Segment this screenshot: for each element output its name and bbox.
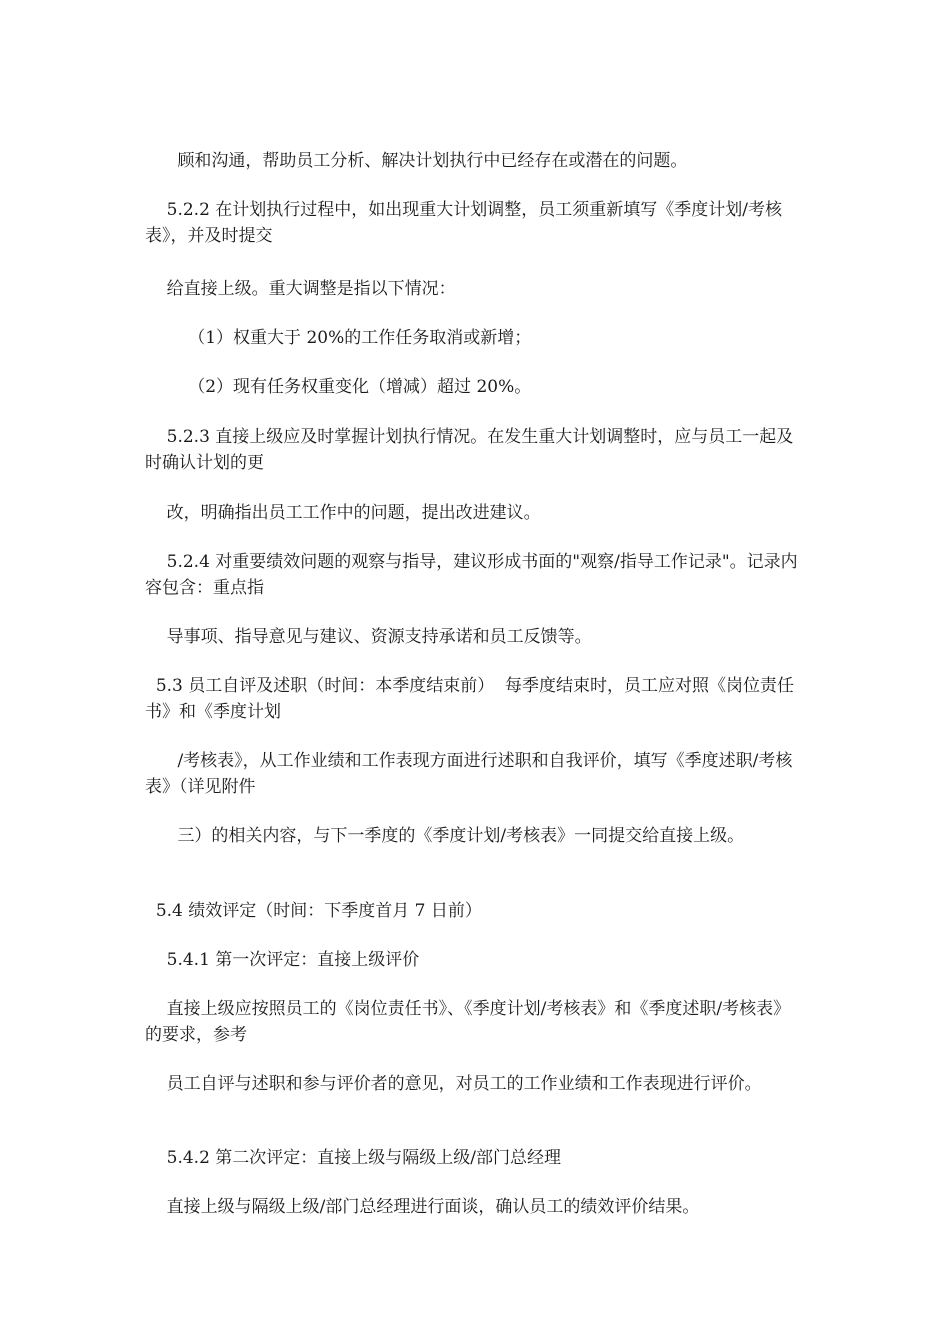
paragraph-5: （2）现有任务权重变化（增减）超过 20%。 <box>145 377 532 397</box>
paragraph-15: 直接上级应按照员工的《岗位责任书》、《季度计划/考核表》和《季度述职/考核表》的要求，参考 <box>145 999 791 1045</box>
paragraph-9: 导事项、指导意见与建议、资源支持承诺和员工反馈等。 <box>145 627 592 647</box>
paragraph-6: 5.2.3 直接上级应及时掌握计划执行情况。在发生重大计划调整时，应与员工一起及时确认计划的更 <box>145 427 794 473</box>
paragraph-3: 给直接上级。重大调整是指以下情况： <box>145 279 456 299</box>
paragraph-7: 改，明确指出员工工作中的问题，提出改进建议。 <box>145 503 541 523</box>
paragraph-14: 5.4.1 第一次评定：直接上级评价 <box>145 950 420 970</box>
paragraph-2: 5.2.2 在计划执行过程中，如出现重大计划调整，员工须重新填写《季度计划/考核表》，并及时提交 <box>145 200 783 246</box>
paragraph-12: 三）的相关内容，与下一季度的《季度计划/考核表》一同提交给直接上级。 <box>145 826 745 846</box>
paragraph-4: （1）权重大于 20%的工作任务取消或新增； <box>145 328 532 348</box>
paragraph-16: 员工自评与述职和参与评价者的意见，对员工的工作业绩和工作表现进行评价。 <box>145 1074 762 1094</box>
paragraph-18: 直接上级与隔级上级/部门总经理进行面谈，确认员工的绩效评价结果。 <box>145 1197 700 1217</box>
paragraph-1: 顾和沟通，帮助员工分析、解决计划执行中已经存在或潜在的问题。 <box>145 151 688 171</box>
paragraph-13: 5.4 绩效评定（时间：下季度首月 7 日前） <box>145 901 482 921</box>
paragraph-17: 5.4.2 第二次评定：直接上级与隔级上级/部门总经理 <box>145 1148 562 1168</box>
paragraph-11: /考核表》，从工作业绩和工作表现方面进行述职和自我评价，填写《季度述职/考核表》（详见附件 <box>145 751 793 797</box>
paragraph-8: 5.2.4 对重要绩效问题的观察与指导，建议形成书面的"观察/指导工作记录"。记录内容包含：重点指 <box>145 552 798 598</box>
paragraph-10: 5.3 员工自评及述职（时间：本季度结束前） 每季度结束时，员工应对照《岗位责任书》和《季度计划 <box>145 676 795 722</box>
